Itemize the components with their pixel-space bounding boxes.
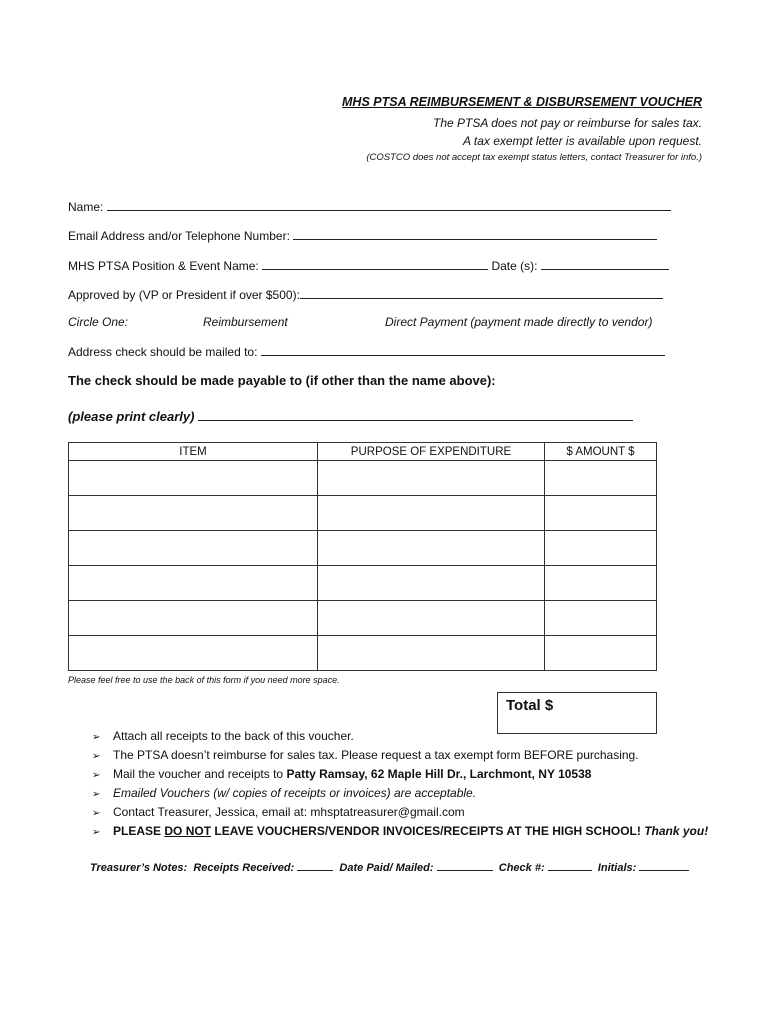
print-label: (please print clearly)	[68, 409, 195, 424]
amount-cell[interactable]	[545, 601, 657, 636]
table-row	[69, 566, 657, 601]
item-cell[interactable]	[69, 531, 318, 566]
item-header: ITEM	[69, 443, 318, 461]
contact-field[interactable]	[293, 227, 657, 240]
address-row	[68, 343, 665, 359]
thank-you-text: Thank you!	[644, 824, 709, 838]
arrow-bullet-icon: ➢	[92, 751, 101, 762]
date-paid-label: Date Paid/ Mailed:	[339, 862, 434, 874]
arrow-bullet-icon: ➢	[92, 808, 101, 819]
position-label: MHS PTSA Position & Event Name:	[68, 259, 259, 273]
arrow-bullet-icon: ➢	[92, 732, 101, 743]
table-row	[69, 601, 657, 636]
position-row	[68, 257, 669, 273]
mail-text: Mail the voucher and receipts to	[113, 767, 287, 781]
name-row	[68, 198, 671, 214]
list-item	[92, 822, 708, 841]
mail-address: Patty Ramsay, 62 Maple Hill Dr., Larchmont, NY 10538	[286, 767, 592, 781]
warning-do-not: DO NOT	[164, 824, 212, 838]
date-label: Date (s):	[491, 259, 538, 273]
name-field[interactable]	[107, 198, 671, 211]
sales-tax-note: The PTSA does not pay or reimburse for sales tax.	[432, 116, 702, 130]
list-item	[92, 803, 708, 822]
purpose-cell[interactable]	[318, 636, 545, 671]
date-paid-field[interactable]	[437, 860, 493, 871]
date-field[interactable]	[541, 257, 669, 270]
initials-label: Initials:	[597, 862, 637, 874]
check-number-label: Check #:	[498, 862, 545, 874]
contact-row	[68, 227, 657, 243]
contact-label: Email Address and/or Telephone Number:	[68, 229, 290, 243]
arrow-bullet-icon: ➢	[92, 770, 101, 781]
list-item	[92, 746, 708, 765]
list-item	[92, 765, 708, 784]
costco-note: (COSTCO does not accept tax exempt status letters, contact Treasurer for info.)	[366, 152, 702, 163]
address-field[interactable]	[261, 343, 665, 356]
position-field[interactable]	[262, 257, 488, 270]
tax-exempt-note: A tax exempt letter is available upon request.	[462, 134, 702, 148]
total-label: Total $	[506, 697, 554, 714]
table-header-row	[69, 443, 657, 461]
item-cell[interactable]	[69, 496, 318, 531]
amount-cell[interactable]	[545, 496, 657, 531]
payee-field[interactable]	[198, 408, 633, 421]
item-cell[interactable]	[69, 461, 318, 496]
table-row	[69, 531, 657, 566]
amount-cell[interactable]	[545, 636, 657, 671]
purpose-cell[interactable]	[318, 461, 545, 496]
warning-text-c: LEAVE VOUCHERS/VENDOR INVOICES/RECEIPTS AT THE HIGH SCHOOL!	[211, 824, 641, 838]
list-item	[92, 784, 708, 803]
purpose-cell[interactable]	[318, 531, 545, 566]
initials-field[interactable]	[639, 860, 689, 871]
receipts-received-field[interactable]	[297, 860, 333, 871]
table-row	[69, 461, 657, 496]
amount-header: $ AMOUNT $	[545, 443, 657, 461]
attach-receipts-text: Attach all receipts to the back of this voucher.	[113, 729, 354, 743]
arrow-bullet-icon: ➢	[92, 827, 101, 838]
reimbursement-option[interactable]: Reimbursement	[203, 315, 288, 329]
list-item	[92, 727, 708, 746]
treasurer-notes	[90, 860, 689, 874]
item-cell[interactable]	[69, 601, 318, 636]
instructions-list	[92, 727, 708, 841]
payable-heading: The check should be made payable to (if other than the name above):	[68, 373, 496, 388]
sales-tax-text: The PTSA doesn’t reimburse for sales tax. Please request a tax exempt form BEFORE purchasing.	[113, 748, 639, 762]
purpose-cell[interactable]	[318, 601, 545, 636]
address-label: Address check should be mailed to:	[68, 345, 258, 359]
warning-text-a: PLEASE	[113, 824, 165, 838]
arrow-bullet-icon: ➢	[92, 789, 101, 800]
name-label: Name:	[68, 200, 104, 214]
contact-treasurer-text: Contact Treasurer, Jessica, email at: mhsptatreasurer@gmail.com	[113, 805, 465, 819]
emailed-vouchers-text: Emailed Vouchers (w/ copies of receipts or invoices) are acceptable.	[113, 786, 477, 800]
purpose-cell[interactable]	[318, 566, 545, 601]
print-row	[68, 408, 633, 424]
circle-one-label: Circle One:	[68, 315, 129, 329]
item-cell[interactable]	[69, 636, 318, 671]
form-title: MHS PTSA REIMBURSEMENT & DISBURSEMENT VOUCHER	[342, 95, 702, 109]
amount-cell[interactable]	[545, 566, 657, 601]
item-cell[interactable]	[69, 566, 318, 601]
table-row	[69, 636, 657, 671]
purpose-header: PURPOSE OF EXPENDITURE	[318, 443, 545, 461]
check-number-field[interactable]	[548, 860, 592, 871]
back-of-form-note: Please feel free to use the back of this form if you need more space.	[68, 675, 340, 685]
approved-label: Approved by (VP or President if over $500):	[68, 288, 300, 302]
table-row	[69, 496, 657, 531]
expense-table	[68, 442, 657, 671]
approved-row	[68, 286, 663, 302]
treasurer-notes-label: Treasurer’s Notes:	[90, 862, 188, 874]
approved-field[interactable]	[300, 286, 663, 299]
receipts-received-label: Receipts Received:	[193, 862, 295, 874]
purpose-cell[interactable]	[318, 496, 545, 531]
amount-cell[interactable]	[545, 531, 657, 566]
direct-payment-option[interactable]: Direct Payment (payment made directly to vendor)	[385, 315, 653, 329]
amount-cell[interactable]	[545, 461, 657, 496]
